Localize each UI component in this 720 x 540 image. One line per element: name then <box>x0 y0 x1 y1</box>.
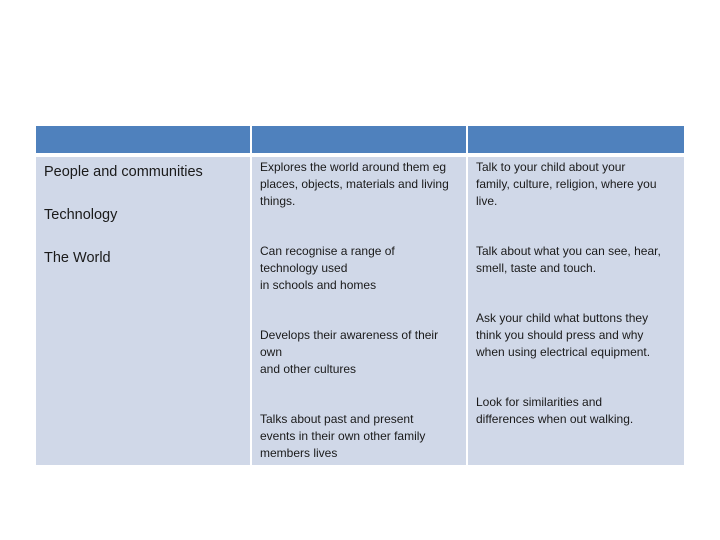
development-item: Develops their awareness of their own and other cultures <box>260 328 439 376</box>
table-header-row <box>36 126 684 154</box>
development-item: Explores the world around them eg places, objects, materials and living things. <box>260 160 449 208</box>
activity-item: Talk to your child about your family, culture, religion, where you live. <box>476 160 657 208</box>
development-item: Talks about past and present events in their own other family members lives <box>260 412 426 460</box>
area-people-communities: People and communities <box>44 164 203 180</box>
parent-activities-cell <box>468 157 684 465</box>
area-the-world: The World <box>44 250 111 266</box>
development-item: Can recognise a range of technology used in schools and homes <box>260 244 395 292</box>
curriculum-table <box>36 126 684 465</box>
header-cell-1 <box>36 126 250 153</box>
development-cell <box>252 157 466 465</box>
activity-item: Look for similarities and differences when out walking. <box>476 395 634 426</box>
header-cell-2 <box>252 126 466 153</box>
activity-item: Ask your child what buttons they think you should press and why when using electrical equipment. <box>476 311 651 359</box>
activity-item: Talk about what you can see, hear, smell, taste and touch. <box>476 244 661 275</box>
header-cell-3 <box>468 126 684 153</box>
area-technology: Technology <box>44 207 118 223</box>
area-of-learning-cell <box>36 157 250 465</box>
